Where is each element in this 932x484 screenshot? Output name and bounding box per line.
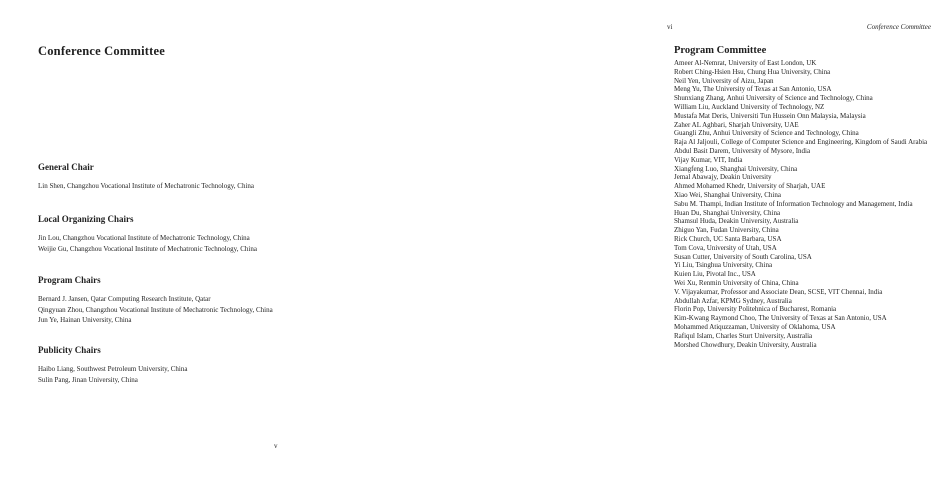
member-line: Rafiqul Islam, Charles Sturt University, Australia: [674, 331, 813, 340]
member-line: Huan Du, Shanghai University, China: [674, 208, 781, 217]
member-line: Qingyuan Zhou, Changzhou Vocational Institute of Mechatronic Technology, China: [38, 305, 273, 314]
program-committee-list: [674, 59, 932, 349]
member-line: Florin Pop, University Politehnica of Bucharest, Romania: [674, 305, 837, 314]
running-head: [667, 23, 931, 32]
member-line: Tom Cova, University of Utah, USA: [674, 243, 777, 252]
member-line: Haibo Liang, Southwest Petroleum University, China: [38, 365, 188, 373]
member-line: Jemal Abawajy, Deakin University: [674, 173, 772, 182]
member-line: Robert Ching-Hsien Hsu, Chung Hua University, China: [674, 67, 831, 76]
member-line: Abdullah Azfar, KPMG Sydney, Australia: [674, 296, 792, 305]
member-line: Abdul Basit Darem, University of Mysore, India: [674, 146, 811, 155]
section-member-list: [38, 233, 312, 254]
member-line: Rick Church, UC Santa Barbara, USA: [674, 234, 782, 243]
member-line: Ahmed Mohamed Khedr, University of Sharjah, UAE: [674, 182, 826, 191]
section-member-list: [38, 364, 312, 385]
member-line: Susan Cutter, University of South Carolina, USA: [674, 252, 812, 261]
section-local-organizing-chairs: [38, 213, 312, 254]
member-line: Meng Yu, The University of Texas at San Antonio, USA: [674, 85, 832, 94]
member-line: Wei Xu, Renmin University of China, China: [674, 278, 799, 287]
member-line: Jin Lou, Changzhou Vocational Institute of Mechatronic Technology, China: [38, 234, 250, 242]
right-page: [319, 0, 931, 484]
member-line: Morshed Chowdhury, Deakin University, Australia: [674, 340, 817, 349]
member-line: V. Vijayakumar, Professor and Associate Dean, SCSE, VIT Chennai, India: [674, 287, 883, 296]
member-line: Kuien Liu, Pivotal Inc., USA: [674, 270, 756, 279]
section-heading: General Chair: [38, 162, 94, 172]
member-line: Weijie Gu, Changzhou Vocational Institute of Mechatronic Technology, China: [38, 244, 257, 253]
member-line: Zhiguo Yan, Fudan University, China: [674, 226, 779, 235]
member-line: Raja Al Jaljouli, College of Computer Science and Engineering, Kingdom of Saudi Arabia: [674, 138, 928, 147]
member-line: Jun Ye, Hainan University, China: [38, 316, 132, 324]
member-line: Shamsul Huda, Deakin University, Australia: [674, 217, 799, 226]
member-line: Bernard J. Jansen, Qatar Computing Research Institute, Qatar: [38, 295, 211, 303]
section-heading: Program Chairs: [38, 275, 101, 285]
member-line: Neil Yen, University of Aizu, Japan: [674, 76, 774, 85]
left-page-number: v: [274, 442, 278, 450]
member-line: Xiao Wei, Shanghai University, China: [674, 190, 781, 199]
section-program-chairs: [38, 274, 312, 326]
member-line: Sulin Pang, Jinan University, China: [38, 375, 138, 384]
member-line: Ameer Al-Nemrat, University of East London, UK: [674, 59, 817, 67]
member-line: Lin Shen, Changzhou Vocational Institute of Mechatronic Technology, China: [38, 182, 255, 190]
member-line: Shunxiang Zhang, Anhui University of Science and Technology, China: [674, 94, 873, 103]
member-line: Xiangfeng Luo, Shanghai University, China: [674, 164, 798, 173]
left-page: [0, 0, 319, 484]
right-page-title: Program Committee: [674, 45, 767, 57]
section-heading: Publicity Chairs: [38, 345, 101, 355]
section-member-list: [38, 294, 312, 326]
member-line: Mustafa Mat Deris, Universiti Tun Hussein Onn Malaysia, Malaysia: [674, 111, 866, 120]
left-page-title: Conference Committee: [38, 44, 165, 59]
member-line: Mohammed Atiquzzaman, University of Oklahoma, USA: [674, 322, 836, 331]
running-head-title: Conference Committee: [866, 23, 931, 31]
member-line: Kim-Kwang Raymond Choo, The University of Texas at San Antonio, USA: [674, 314, 887, 323]
section-heading: Local Organizing Chairs: [38, 214, 134, 224]
member-line: William Liu, Auckland University of Technology, NZ: [674, 102, 825, 111]
section-publicity-chairs: [38, 344, 312, 385]
right-page-number: vi: [667, 23, 673, 31]
member-line: Yi Liu, Tsinghua University, China: [674, 261, 773, 270]
member-line: Zaher AL Aghbari, Sharjah University, UAE: [674, 120, 799, 129]
section-general-chair: [38, 161, 312, 192]
member-line: Sabu M. Thampi, Indian Institute of Information Technology and Management, India: [674, 199, 913, 208]
member-line: Vijay Kumar, VIT, India: [674, 155, 743, 164]
section-member-list: [38, 181, 312, 192]
member-line: Guangli Zhu, Anhui University of Science and Technology, China: [674, 129, 859, 138]
